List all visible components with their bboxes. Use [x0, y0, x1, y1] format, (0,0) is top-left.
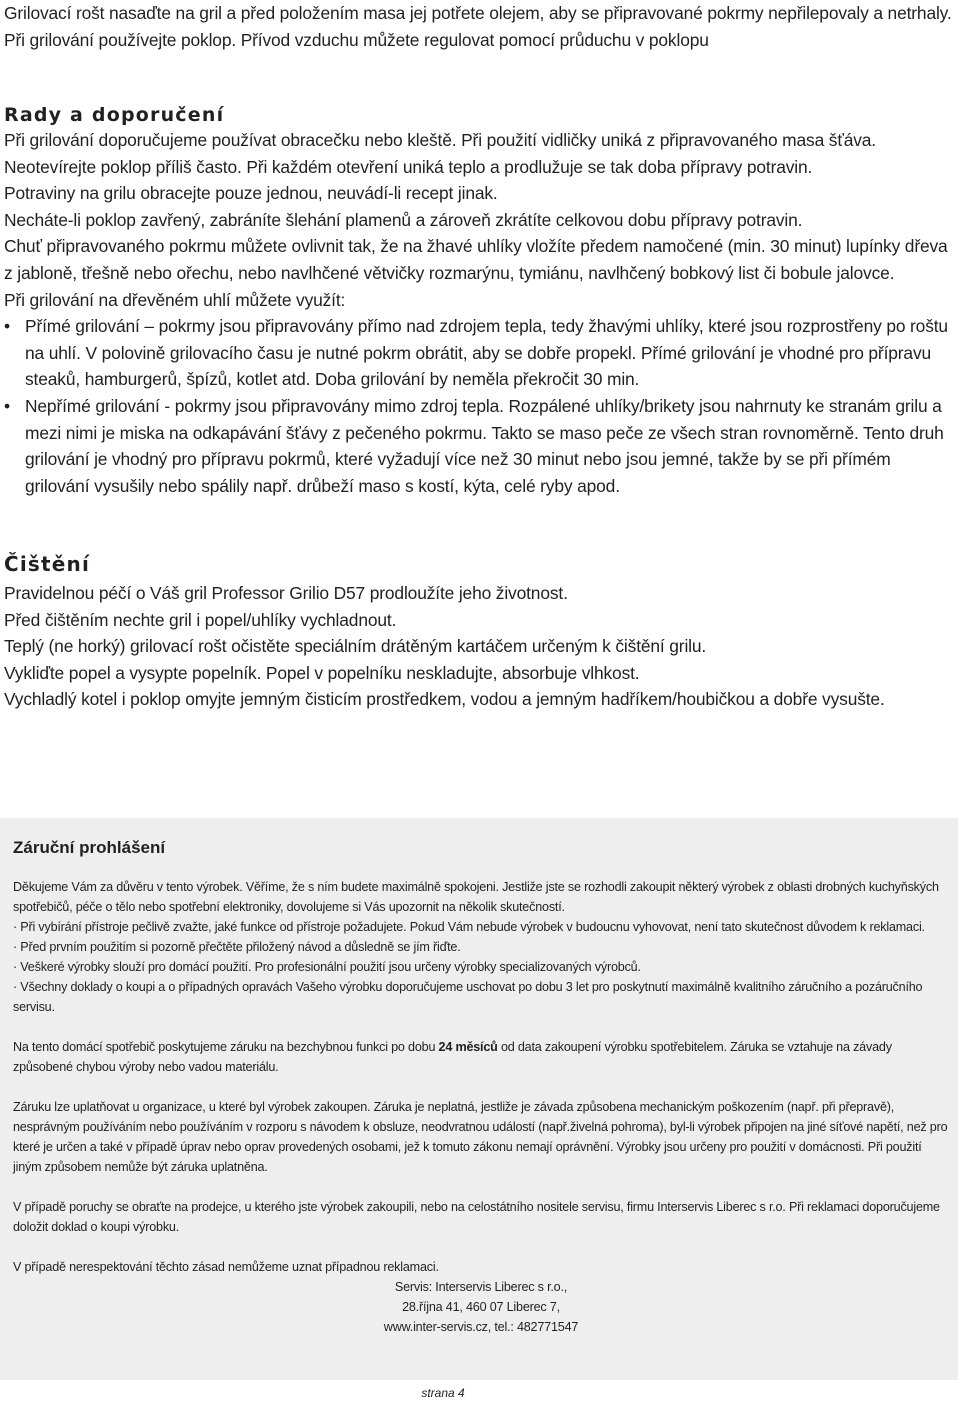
cleaning-paragraph: Vykliďte popel a vysypte popelník. Popel v popelníku neskladujte, absorbuje vlhkost.: [4, 662, 640, 683]
cleaning-paragraph: Vychladlý kotel i poklop omyjte jemným čisticím prostředkem, vodou a jemným hadříkem/houbičkou a dobře vysušte.: [4, 689, 885, 710]
tips-paragraph: Neotevírejte poklop příliš často. Při každém otevření uniká teplo a prodlužuje se tak doba přípravy potravin.: [4, 156, 813, 177]
tips-paragraph: Chuť připravovaného pokrmu můžete ovlivnit tak, že na žhavé uhlíky vložíte předem namočené (min. 30 minut) lupínky dřeva z jabloně, třešně nebo ořechu, nebo navlhčené větvičky rozmarýnu, tymiánu, navlhčený bobkový list či bobule jalovce.: [4, 236, 948, 283]
warranty-point: · Při vybírání přístroje pečlivě zvažte, jaké funkce od přístroje požadujete. Pokud Vám nebude výrobek v budoucnu vyhovovat, není tato skutečnost důvodem k reklamaci.: [13, 920, 925, 934]
warranty-fault: V případě poruchy se obraťte na prodejce, u kterého jste výrobek zakoupili, nebo na celostátního nositele servisu, firmu Interservis Liberec s r.o. Při reklamaci doporučujeme doložit doklad o koupi výrobku.: [13, 1200, 940, 1234]
warranty-nonrespect: V případě nerespektování těchto zásad nemůžeme uznat případnou reklamaci.: [13, 1260, 439, 1274]
warranty-point: · Veškeré výrobky slouží pro domácí použití. Pro profesionální použití jsou určeny výrobky specializovaných výrobců.: [13, 960, 641, 974]
bullet-direct-grilling: • Přímé grilování – pokrmy jsou připravovány přímo nad zdrojem tepla, tedy žhavými uhlíky, které jsou rozprostřeny po roštu na uhlí. V polovině grilovacího času je nutné pokrm obrátit, aby se dobře propekl. Přímé grilování je vhodné pro přípravu steaků, hamburgerů, špízů, kotlet atd. Doba grilování by neměla překročit 30 min.: [4, 313, 954, 393]
service-address: 28.října 41, 460 07 Liberec 7,: [402, 1300, 560, 1314]
warranty-period-months: 24 měsíců: [438, 1040, 498, 1054]
cleaning-section: [4, 580, 954, 713]
warranty-title: Záruční prohlášení: [13, 838, 166, 857]
service-name: Servis: Interservis Liberec s r.o.,: [394, 1280, 568, 1294]
tips-paragraph: Necháte-li poklop zavřený, zabráníte šlehání plamenů a zároveň zkrátíte celkovou dobu přípravy potravin.: [4, 209, 803, 230]
page-number: strana 4: [421, 1386, 465, 1400]
cleaning-paragraph: Pravidelnou péčí o Váš gril Professor Grilio D57 prodloužíte jeho životnost.: [4, 583, 568, 603]
cleaning-heading: Čištění: [4, 552, 91, 576]
warranty-period: [13, 1037, 949, 1077]
warranty-period-text-end: od data zakoupení výrobku spotřebitelem. Záruka se vztahuje na závady způsobené chybou výroby nebo vadou materiálu.: [13, 1040, 892, 1074]
intro-paragraph: Při grilování používejte poklop. Přívod vzduchu můžete regulovat pomocí průduchu v poklopu: [4, 29, 709, 50]
warranty-intro: Děkujeme Vám za důvěru v tento výrobek. Věříme, že s ním budete maximálně spokojeni. Jestliže jste se rozhodli zakoupit některý výrobek z oblasti drobných kuchyňských spotřebičů, péče o tělo nebo spotřební elektroniky, dovolujeme si Vás upozornit na několik skutečností.: [13, 880, 939, 914]
warranty-claims: Záruku lze uplatňovat u organizace, u které byl výrobek zakoupen. Záruka je neplatná, jestliže je závada způsobena mechanickým poškozením (např. při přepravě), nesprávným používáním nebo používáním v rozporu s návodem k obsluze, neodvratnou událostí (např.živelná pohroma), byl-li výrobek připojen na jiné síťové napětí, než pro které je určen a také v případě úprav nebo oprav provedených osobami, jež k tomuto zákonu nemají oprávnění. Výrobky jsou určeny pro použití v domácnosti. Při použití jiným způsobem nemůže být záruka uplatněna.: [13, 1100, 948, 1174]
warranty-period-text: Na tento domácí spotřebič poskytujeme záruku na bezchybnou funkci po dobu: [13, 1040, 439, 1054]
tips-paragraph: Při grilování doporučujeme používat obracečku nebo kleště. Při použití vidličky uniká z připravovaného masa šťáva.: [4, 130, 876, 150]
tips-section: [4, 127, 954, 499]
cleaning-paragraph: Před čištěním nechte gril i popel/uhlíky vychladnout.: [4, 609, 397, 630]
tips-paragraph: Potraviny na grilu obracejte pouze jednou, neuvádí-li recept jinak.: [4, 183, 498, 204]
bullet-indirect-grilling: • Nepřímé grilování - pokrmy jsou připravovány mimo zdroj tepla. Rozpálené uhlíky/brikety jsou nahrnuty ke stranám grilu a mezi nimi je miska na odkapávání šťávy z pečeného pokrmu. Takto se maso peče ze všech stran rovnoměrně. Tento druh grilování je vhodný pro přípravu pokrmů, které vyžadují více než 30 minut nebo jsou jemné, takže by se při přímém grilování vysušily nebo spálily např. drůbeží maso s kostí, kýta, celé ryby apod.: [4, 393, 954, 499]
intro-section: [4, 0, 954, 53]
warranty-point: · Všechny doklady o koupi a o případných opravách Vašeho výrobku doporučujeme uschovat po dobu 3 let pro poskytnutí maximálně kvalitního záručního a pozáručního servisu.: [13, 980, 923, 1014]
tips-paragraph: Při grilování na dřevěném uhlí můžete využít:: [4, 289, 346, 310]
tips-heading: Rady a doporučení: [4, 104, 225, 126]
warranty-point: · Před prvním použitím si pozorně přečtěte přiložený návod a důsledně se jím řiďte.: [13, 940, 461, 954]
service-contact: www.inter-servis.cz, tel.: 482771547: [383, 1320, 579, 1334]
warranty-text: [13, 877, 949, 1337]
intro-paragraph: Grilovací rošt nasaďte na gril a před položením masa jej potřete olejem, aby se připravované pokrmy nepřilepovaly a netrhaly.: [4, 3, 952, 23]
cleaning-paragraph: Teplý (ne horký) grilovací rošt očistěte speciálním drátěným kartáčem určeným k čištění grilu.: [4, 636, 707, 657]
